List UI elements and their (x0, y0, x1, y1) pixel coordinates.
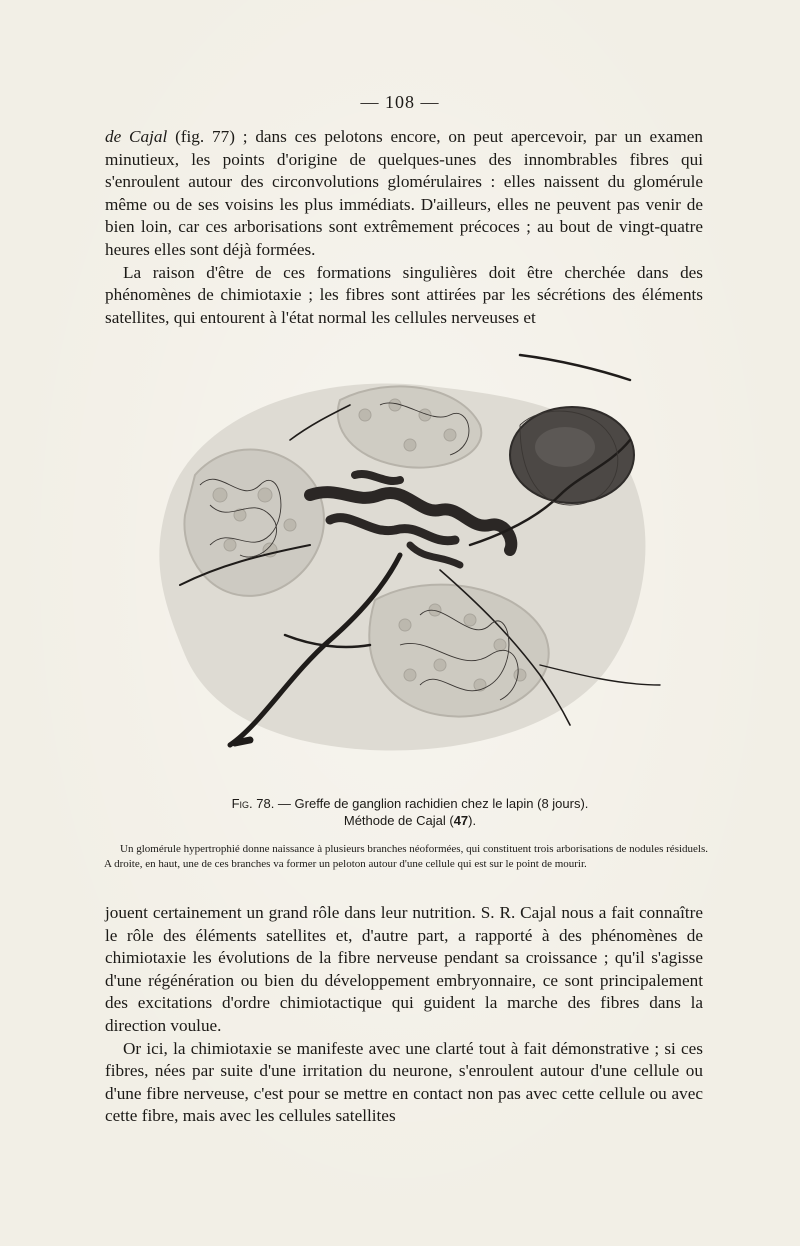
figure-label: Fig. 78. (231, 796, 275, 811)
ganglion-drawing (140, 345, 670, 785)
figure-reference: 47 (453, 813, 469, 828)
figure-caption-title (120, 795, 700, 829)
paragraph-nutrition: jouent certainement un grand rôle dans leur nutrition. S. R. Cajal nous a fait connaître le rôle des éléments satellites et, d'autre part, a rapporté à des phénomènes de chimiotaxie les évolutions de la fibre nerveuse pendant sa croissance ; qu'il s'agisse d'une régénération ou bien du développement embryonnaire, ce sont principalement des excitations d'ordre chimiotactique qui guident la marche des fibres dans la direction voulue. (105, 903, 703, 1035)
figure-illustration (140, 345, 670, 785)
figure-title-line2-prefix: Méthode de Cajal ( (343, 813, 454, 828)
paragraph-demonstrative: Or ici, la chimiotaxie se manifeste avec une clarté tout à fait démonstrative ; si ces fibres, nées par suite d'une irritation du neurone, s'enroulent autour d'une cellule ou d'une fibre nerveuse, c'est pour se mettre en contact non pas avec cette cellule ou avec cette fibre, mais avec les cellules satellites (105, 1038, 703, 1126)
italic-author: de Cajal (105, 127, 168, 146)
paragraph-chimiotaxie: La raison d'être de ces formations singulières doit être cherchée dans des phénomènes de chimiotaxie ; les fibres sont attirées par les sécrétions des éléments satellites, qui entourent à l'état normal les cellules nerveuses et (105, 262, 703, 327)
figure-title-line2-suffix: ). (468, 813, 477, 828)
text-bottom (105, 902, 703, 1128)
figure-title-line1: — Greffe de ganglion rachidien chez le lapin (8 jours). (274, 796, 589, 811)
text-top (105, 126, 703, 329)
page-number: — 108 — (360, 92, 440, 112)
paragraph-continued (105, 126, 703, 262)
paragraph-text: (fig. 77) ; dans ces pelotons encore, on peut apercevoir, par un examen minutieux, les points d'origine de quelques-unes des innombrables fibres qui s'enroulent autour des circonvolutions glomérulaires : elles naissent du glomérule même ou de ses voisins les plus immédiats. D'ailleurs, elles ne peuvent pas venir de bien loin, car ces arborisations sont extrêmement précoces ; au bout de vingt-quatre heures elles sont déjà formées. (105, 127, 703, 259)
figure-description: Un glomérule hypertrophié donne naissance à plusieurs branches néoformées, qui constituent trois arborisations de nodules résiduels. A droite, en haut, une de ces branches va former un peloton autour d'une cellule qui est sur le point de mourir. (104, 843, 708, 870)
